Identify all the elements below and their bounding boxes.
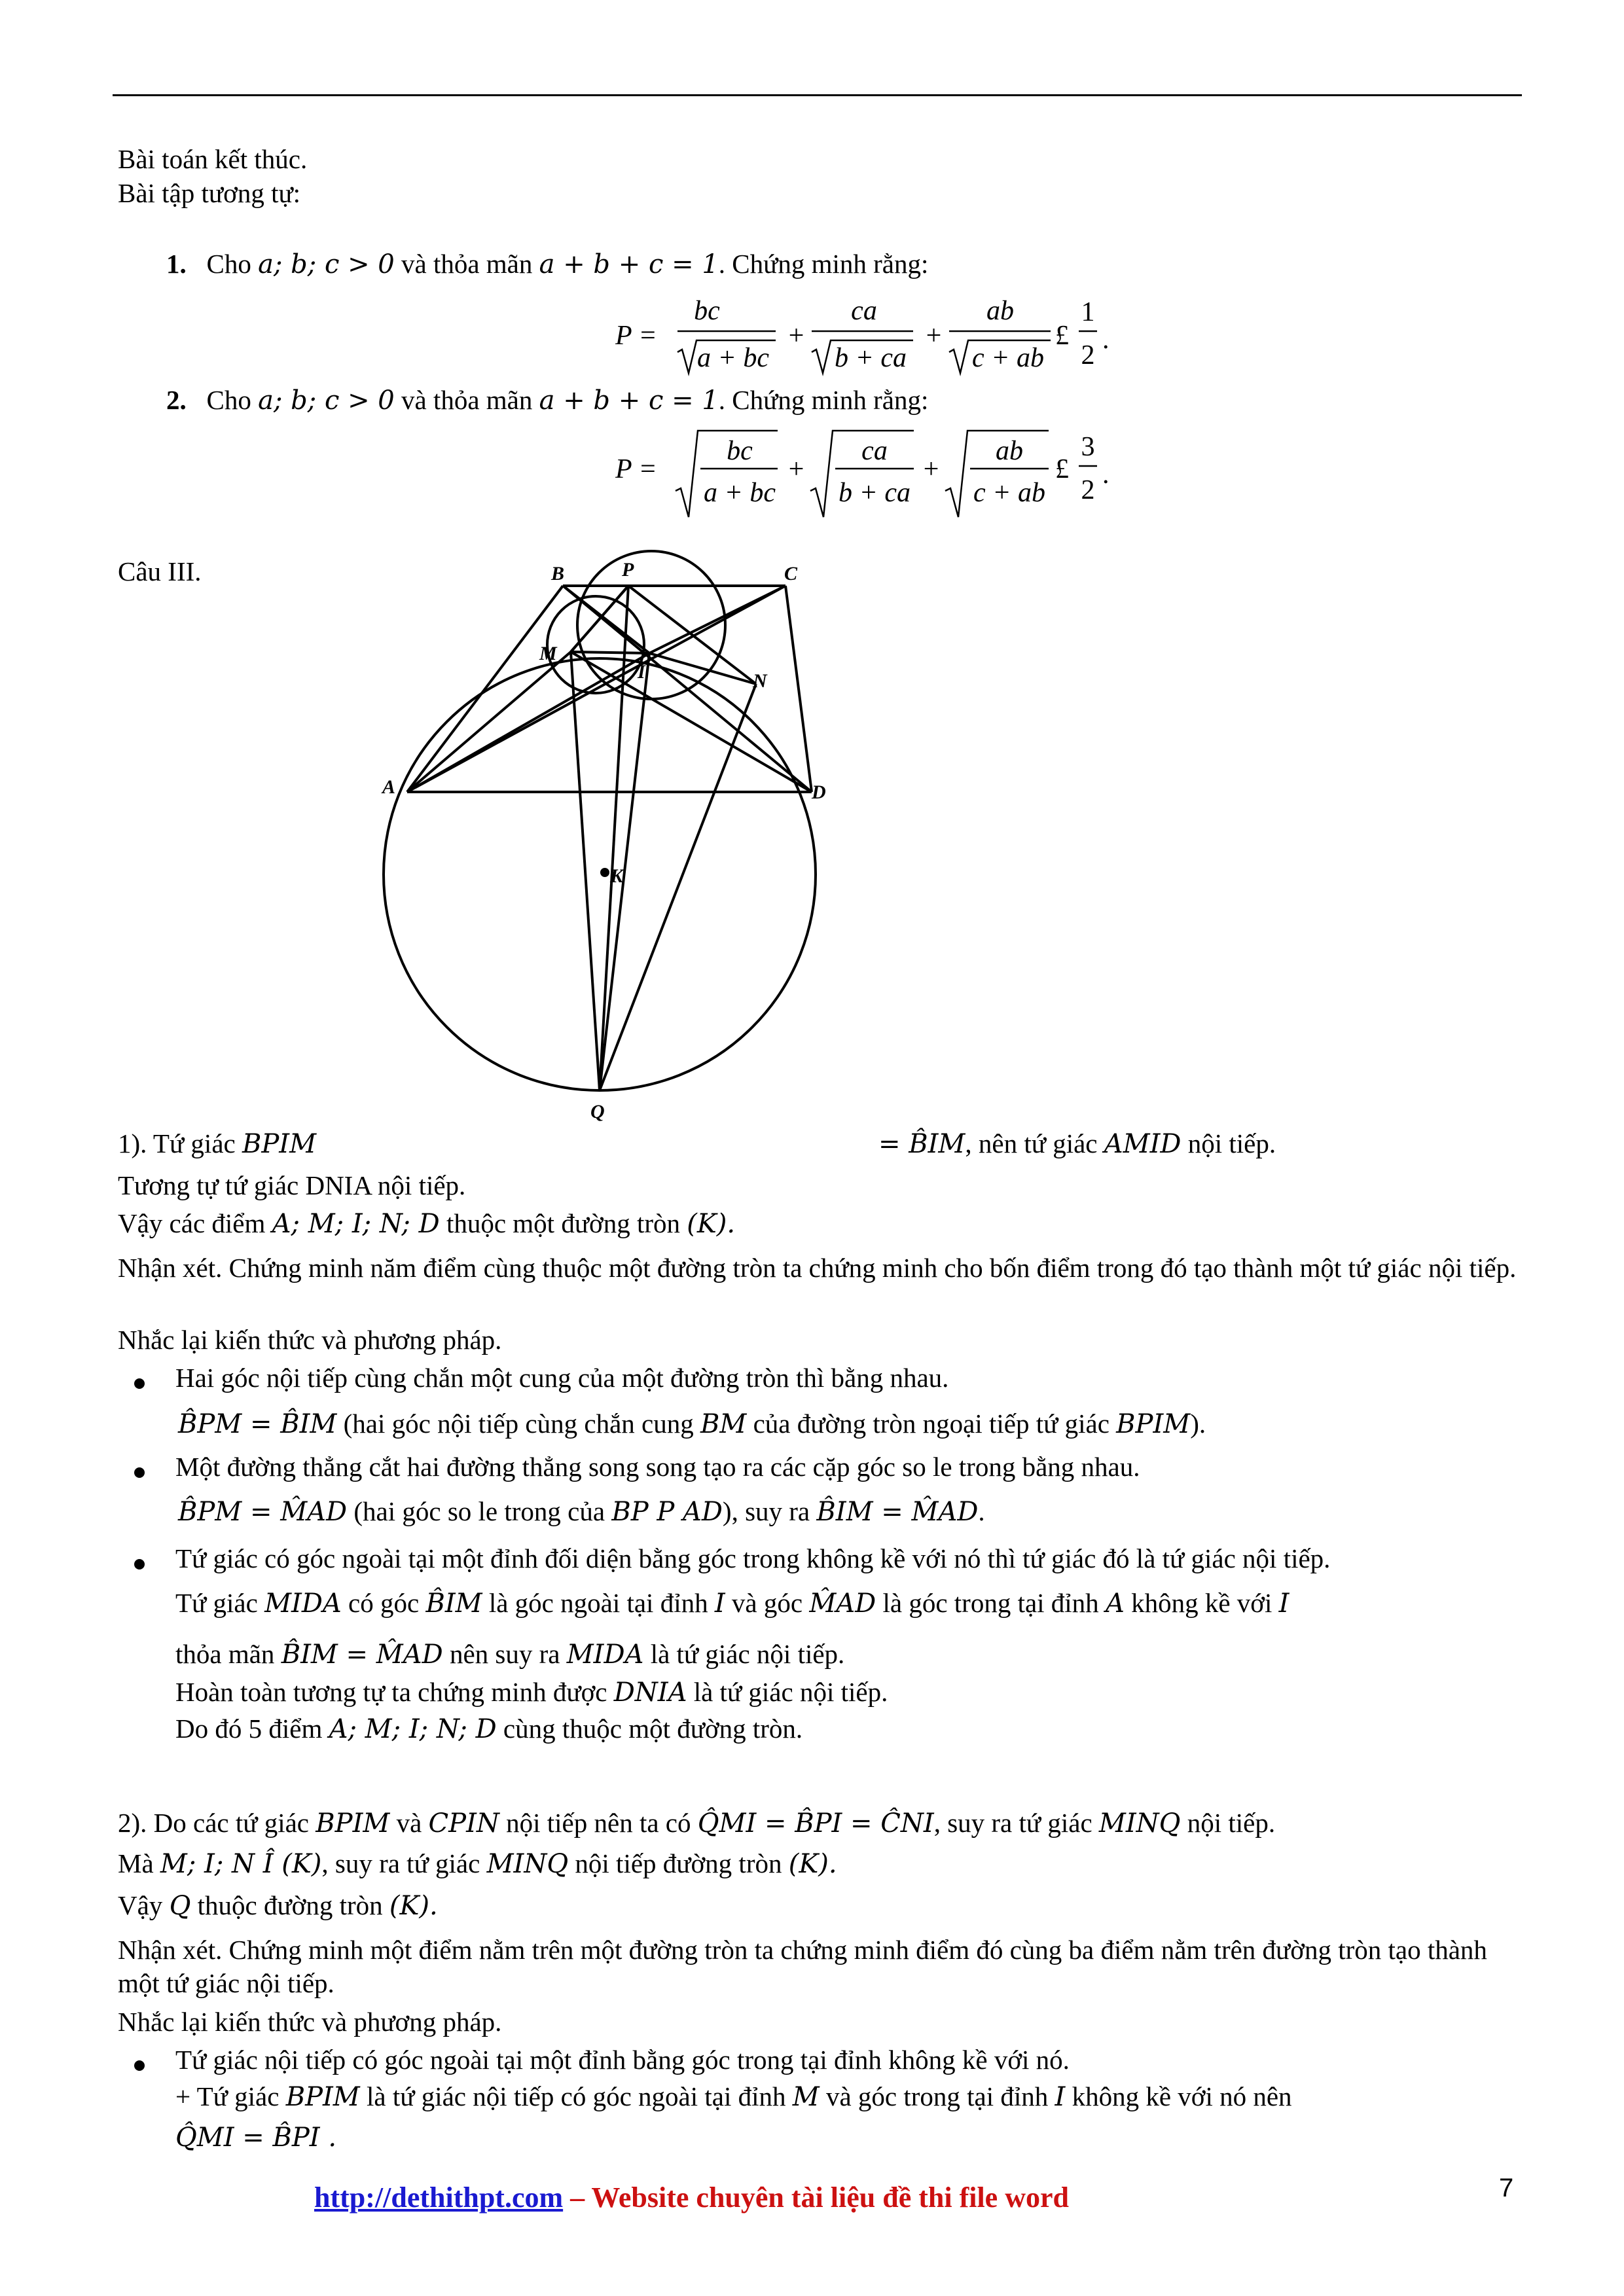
math-quad: BPIM [1116, 1409, 1191, 1439]
part1-bullet1-detail [178, 1407, 1206, 1441]
period: . [1102, 459, 1110, 490]
part2-line2 [118, 1847, 837, 1880]
label-p: P [622, 559, 634, 581]
term2-denominator: b + ca [835, 343, 907, 373]
statement-condition: a + b + c = 1 [539, 386, 719, 416]
rhs-denominator: 2 [1081, 475, 1095, 505]
label-c: C [784, 563, 798, 584]
part1-recall: Nhắc lại kiến thức và phương pháp. [118, 1325, 502, 1355]
footer-link[interactable]: http://dethithpt.com [314, 2181, 564, 2214]
text: , suy ra tứ giác [321, 1848, 480, 1878]
math-points: A; M; I; N; D [272, 1209, 440, 1239]
part1-line2: Tương tự tứ giác DNIA nội tiếp. [118, 1170, 466, 1200]
rhs-denominator: 2 [1081, 340, 1095, 370]
page-number: 7 [1499, 2174, 1514, 2202]
plus-sign: + [924, 321, 943, 351]
text: Vậy các điểm [118, 1208, 266, 1238]
math-arc: BM [700, 1409, 747, 1439]
text: nên suy ra [449, 1639, 560, 1669]
part1-bullet3-line4 [175, 1712, 803, 1746]
exercise-2-statement [166, 384, 928, 417]
exercise-number: 2. [166, 385, 187, 415]
text: là góc trong tại đỉnh [882, 1588, 1099, 1618]
text: nội tiếp đường tròn [575, 1848, 782, 1878]
plus-sign: + [787, 321, 806, 351]
label-k: K [610, 865, 624, 887]
text: không kề với [1131, 1588, 1272, 1618]
math-circle: (K). [687, 1209, 736, 1239]
footer-tagline: – Website chuyên tài liệu đề thi file word [563, 2181, 1069, 2214]
text: và [396, 1808, 422, 1838]
text: + Tứ giác [175, 2081, 280, 2111]
term1-denominator: a + bc [704, 478, 776, 508]
label-q: Q [590, 1101, 605, 1122]
text: 1). Tứ giác [118, 1128, 236, 1158]
text: (hai góc nội tiếp cùng chắn cung [343, 1408, 694, 1439]
part1-bullet1: Hai góc nội tiếp cùng chắn một cung của một đường tròn thì bằng nhau. [175, 1363, 949, 1393]
text: và góc [731, 1588, 803, 1618]
footer [314, 2179, 1069, 2215]
math-point: Q [169, 1891, 191, 1921]
part2-line3 [118, 1889, 438, 1922]
statement-text: . Chứng minh rằng: [718, 385, 929, 415]
text: nội tiếp. [1187, 1128, 1276, 1158]
part1-bullet3-line1 [175, 1587, 1289, 1620]
math-quad: BPIM [242, 1129, 317, 1159]
section-heading: Câu III. [118, 556, 202, 586]
math-point: I [714, 1588, 725, 1619]
bullet-dot [134, 1467, 145, 1478]
exercise-1-formula [615, 293, 1113, 385]
statement-vars: a; b; c > 0 [258, 249, 395, 279]
math-quad: MINQ [1098, 1808, 1181, 1839]
statement-condition: a + b + c = 1 [539, 249, 719, 279]
period: . [1102, 325, 1110, 355]
math-point: M [792, 2082, 820, 2112]
text: (hai góc so le trong của [353, 1496, 605, 1526]
math-point: I [1055, 2082, 1066, 2112]
math-points: A; M; I; N; D [329, 1714, 497, 1744]
part2-line1 [118, 1806, 1275, 1840]
part2-bullet1-line2 [175, 2121, 336, 2154]
bullet-dot [134, 1559, 145, 1570]
statement-vars: a; b; c > 0 [258, 386, 395, 416]
text: của đường tròn ngoại tiếp tứ giác [753, 1408, 1110, 1439]
text: , suy ra tứ giác [933, 1808, 1092, 1838]
text: 2). Do các tứ giác [118, 1808, 310, 1838]
formula-lhs: P = [615, 454, 657, 484]
part1-bullet2: Một đường thẳng cắt hai đường thẳng song song tạo ra các cặp góc so le trong bằng nhau. [175, 1452, 1140, 1482]
bullet-dot [134, 1378, 145, 1389]
header-rule [113, 94, 1522, 96]
math-parallel: BP P AD [611, 1497, 723, 1527]
term1-numerator: bc [694, 296, 720, 326]
text: là tứ giác nội tiếp. [693, 1677, 888, 1707]
part2-remark: Nhận xét. Chứng minh một điểm nằm trên một đường tròn ta chứng minh điểm đó cùng ba điểm nằm trên đường tròn tạo thành một tứ giác nội tiếp. [118, 1935, 1487, 1999]
intro-line-2: Bài tập tương tự: [118, 178, 301, 208]
text: nội tiếp nên ta có [506, 1808, 691, 1838]
math-quad: MINQ [486, 1849, 569, 1879]
part1-bullet3: Tứ giác có góc ngoài tại một đỉnh đối diện bằng góc trong không kề với nó thì tứ giác đó là tứ giác nội tiếp. [175, 1543, 1331, 1573]
rhs-numerator: 1 [1081, 297, 1095, 327]
term3-denominator: c + ab [972, 343, 1044, 373]
math-quad: BPIM [316, 1808, 390, 1839]
text: là tứ giác nội tiếp. [650, 1639, 845, 1669]
exercise-number: 1. [166, 249, 187, 279]
label-a: A [382, 776, 396, 798]
math-circle: (K). [788, 1849, 837, 1879]
part2-bullet1: Tứ giác nội tiếp có góc ngoài tại một đỉnh bằng góc trong tại đỉnh không kề với nó. [175, 2045, 1070, 2075]
math-circle: (K). [389, 1891, 438, 1921]
label-d: D [812, 781, 826, 803]
math-points: M; I; N Î (K) [160, 1849, 322, 1879]
part1-bullet2-detail [178, 1495, 985, 1528]
text: là tứ giác nội tiếp có góc ngoài tại đỉnh [367, 2081, 786, 2111]
math-angle: B̂IM [425, 1588, 482, 1619]
part2-bullet1-line1 [175, 2080, 1292, 2113]
math-quad: AMID [1104, 1129, 1182, 1159]
text: thỏa mãn [175, 1639, 275, 1669]
math-angle: B̂PM = M̂AD [178, 1497, 348, 1527]
text: và góc trong tại đỉnh [825, 2081, 1049, 2111]
exercise-2-formula [615, 425, 1113, 524]
label-m: M [539, 643, 557, 664]
text: Do đó 5 điểm [175, 1713, 323, 1744]
text: thuộc đường tròn [197, 1890, 383, 1920]
label-n: N [753, 670, 767, 692]
statement-text: và thỏa mãn [401, 249, 533, 279]
text: . [978, 1496, 985, 1526]
math-quad: DNIA [613, 1677, 687, 1708]
math-angle: Q̂MI = B̂PI = ĈNI [697, 1808, 934, 1839]
math-quad: MIDA [264, 1588, 342, 1619]
term2-numerator: ca [861, 436, 888, 466]
bullet-dot [134, 2060, 145, 2071]
text: Vậy [118, 1890, 163, 1920]
statement-text: và thỏa mãn [401, 385, 533, 415]
inequality-sign: £ [1055, 321, 1069, 351]
term2-numerator: ca [851, 296, 877, 326]
text: ), suy ra [722, 1496, 810, 1526]
text: là góc ngoài tại đỉnh [488, 1588, 708, 1618]
text: thuộc một đường tròn [446, 1208, 681, 1238]
plus-sign: + [922, 454, 941, 484]
math-angle: B̂IM = M̂AD [281, 1640, 443, 1670]
math-point: A [1105, 1588, 1125, 1619]
statement-text: Cho [206, 385, 251, 415]
label-i: I [638, 661, 645, 683]
term1-numerator: bc [727, 436, 753, 466]
part1-bullet3-line3 [175, 1676, 888, 1709]
intro-line-1: Bài toán kết thúc. [118, 144, 308, 174]
label-b: B [551, 563, 565, 584]
math-quad: BPIM [285, 2082, 360, 2112]
text: Mà [118, 1848, 154, 1878]
math-angle: Q̂MI = B̂PI . [175, 2123, 337, 2153]
math-angle: B̂PM = B̂IM [178, 1409, 337, 1439]
exercise-1-statement [166, 247, 928, 281]
term3-numerator: ab [986, 296, 1014, 326]
statement-text: Cho [206, 249, 251, 279]
part1-line1-end [878, 1127, 1276, 1160]
math-angle: = B̂IM [878, 1129, 965, 1159]
center-k-point [600, 868, 609, 877]
text: nội tiếp. [1187, 1808, 1276, 1838]
formula-lhs: P = [615, 321, 657, 351]
part1-line3 [118, 1207, 735, 1240]
part2-recall: Nhắc lại kiến thức và phương pháp. [118, 2007, 502, 2037]
text: không kề với nó nên [1072, 2081, 1292, 2111]
rhs-numerator: 3 [1081, 432, 1095, 462]
text: ). [1190, 1408, 1206, 1439]
math-point: I [1278, 1588, 1290, 1619]
text: Hoàn toàn tương tự ta chứng minh được [175, 1677, 607, 1707]
term3-denominator: c + ab [973, 478, 1045, 508]
statement-text: . Chứng minh rằng: [718, 249, 929, 279]
term3-numerator: ab [996, 436, 1023, 466]
circle-k [384, 658, 816, 1090]
text: cùng thuộc một đường tròn. [503, 1713, 803, 1744]
math-angle: B̂IM = M̂AD [816, 1497, 979, 1527]
plus-sign: + [787, 454, 806, 484]
text: Tứ giác [175, 1588, 258, 1618]
text: có góc [348, 1588, 420, 1618]
math-quad: CPIN [428, 1808, 499, 1839]
inequality-sign: £ [1055, 454, 1069, 484]
circle-cpin [577, 551, 725, 699]
geometry-figure [367, 550, 838, 1126]
math-angle: M̂AD [809, 1588, 876, 1619]
term2-denominator: b + ca [839, 478, 911, 508]
part1-remark: Nhận xét. Chứng minh năm điểm cùng thuộc một đường tròn ta chứng minh cho bốn điểm trong đó tạo thành một tứ giác nội tiếp. [118, 1253, 1517, 1283]
text: , nên tứ giác [965, 1128, 1098, 1158]
part1-line1 [118, 1127, 316, 1160]
math-quad: MIDA [566, 1640, 644, 1670]
part1-bullet3-line2 [175, 1638, 844, 1671]
term1-denominator: a + bc [697, 343, 769, 373]
